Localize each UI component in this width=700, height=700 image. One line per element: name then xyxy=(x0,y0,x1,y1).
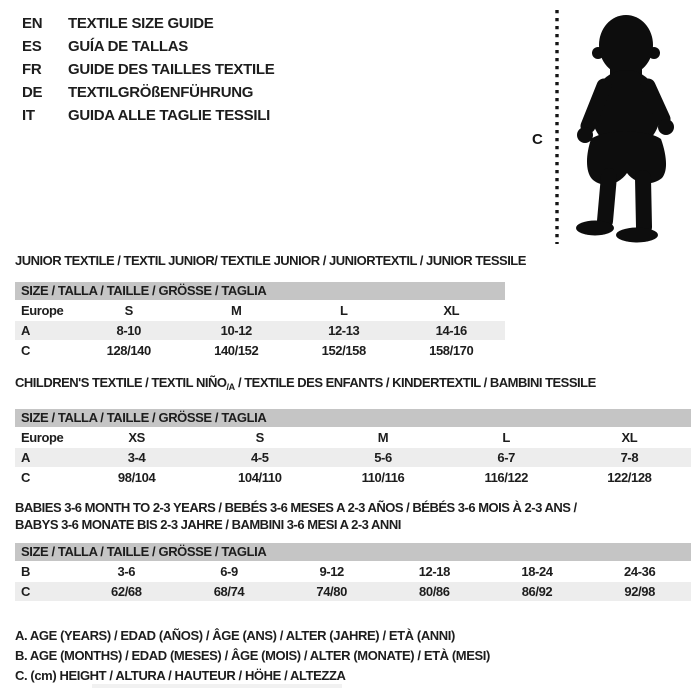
toddler-silhouette xyxy=(576,15,674,243)
table-title-segment: BABIES 3-6 MONTH TO 2-3 YEARS / BEBÉS 3-6 MESES A 2-3 AÑOS / BÉBÉS 3-6 MOIS À 2-3 ANS / xyxy=(15,500,577,515)
table-title xyxy=(15,374,691,396)
cropped-text-sliver xyxy=(92,684,342,688)
junior-textile-table xyxy=(15,252,526,360)
legend-line-a: A. AGE (YEARS) / EDAD (AÑOS) / ÂGE (ANS) / ALTER (JAHRE) / ETÀ (ANNI) xyxy=(15,628,455,643)
row-label: B xyxy=(21,564,30,579)
row-label: A xyxy=(21,323,30,338)
size-cell: L xyxy=(502,430,510,445)
measurement-legend xyxy=(15,626,490,686)
size-cell: 18-24 xyxy=(521,564,553,579)
size-cell: 7-8 xyxy=(620,450,639,465)
size-header-bar: SIZE / TALLA / TAILLE / GRÖSSE / TAGLIA xyxy=(15,409,691,427)
size-cell: XS xyxy=(128,430,145,445)
table-row-europe xyxy=(15,301,505,320)
language-title-list xyxy=(22,12,274,127)
size-cell: 4-5 xyxy=(250,450,269,465)
size-cell: 116/122 xyxy=(484,470,528,485)
language-code: DE xyxy=(22,84,43,101)
size-cell: 9-12 xyxy=(319,564,344,579)
size-cell: 6-9 xyxy=(220,564,238,579)
row-label: Europe xyxy=(21,303,64,318)
measure-label-c: C xyxy=(532,131,543,148)
size-cell: 92/98 xyxy=(624,584,655,599)
size-cell: 128/140 xyxy=(106,343,151,358)
size-cell: 12-18 xyxy=(418,564,450,579)
size-cell: 98/104 xyxy=(117,470,156,485)
table-title xyxy=(15,252,526,269)
table-title xyxy=(15,499,691,533)
size-cell: 74/80 xyxy=(316,584,347,599)
size-cell: 68/74 xyxy=(213,584,245,599)
table-row-europe xyxy=(15,428,691,447)
table-title-segment: JUNIOR TEXTILE / TEXTIL JUNIOR/ TEXTILE JUNIOR / JUNIORTEXTIL / JUNIOR TESSILE xyxy=(15,253,526,268)
table-title-segment: / TEXTILE DES ENFANTS / KINDERTEXTIL / BAMBINI TESSILE xyxy=(234,375,596,390)
size-cell: 158/170 xyxy=(429,343,474,358)
size-header-bar: SIZE / TALLA / TAILLE / GRÖSSE / TAGLIA xyxy=(15,282,505,300)
table-title-segment: /A xyxy=(226,382,235,392)
language-code: EN xyxy=(22,15,43,32)
size-cell: 62/68 xyxy=(111,584,142,599)
size-cell: S xyxy=(124,303,133,318)
size-cell: 6-7 xyxy=(497,450,515,465)
size-cell: 140/152 xyxy=(214,343,259,358)
row-label: C xyxy=(21,470,30,485)
language-title: GUIDE DES TAILLES TEXTILE xyxy=(68,61,275,78)
size-cell: L xyxy=(339,303,348,318)
size-cell: 8-10 xyxy=(116,323,141,338)
table-row-a xyxy=(15,321,505,340)
size-cell: 122/128 xyxy=(607,470,652,485)
table-title-line xyxy=(15,252,526,269)
size-cell: M xyxy=(231,303,242,318)
language-title: TEXTILE SIZE GUIDE xyxy=(68,15,214,32)
size-cell: 12-13 xyxy=(328,323,360,338)
size-cell: 110/116 xyxy=(361,470,405,485)
table-row-c xyxy=(15,468,691,487)
size-cell: 80/86 xyxy=(419,584,450,599)
table-title-segment: BABYS 3-6 MONATE BIS 2-3 JAHRE / BAMBINI 3-6 MESI A 2-3 ANNI xyxy=(15,517,401,532)
table-row-b xyxy=(15,562,691,581)
size-cell: 14-16 xyxy=(435,323,467,338)
language-row-fr xyxy=(22,58,274,81)
language-title: GUÍA DE TALLAS xyxy=(68,38,188,55)
size-cell: 86/92 xyxy=(521,584,553,599)
language-row-en xyxy=(22,12,274,35)
table-title-segment: CHILDREN'S TEXTILE / TEXTIL NIÑO xyxy=(15,375,227,390)
toddler-figure-svg xyxy=(524,6,694,246)
size-cell: 5-6 xyxy=(374,450,392,465)
row-label: A xyxy=(21,450,30,465)
language-title: GUIDA ALLE TAGLIE TESSILI xyxy=(68,107,270,124)
size-cell: 10-12 xyxy=(220,323,252,338)
row-label: C xyxy=(21,343,30,358)
row-label: Europe xyxy=(21,430,64,445)
row-label: C xyxy=(21,584,30,599)
legend-line-c: C. (cm) HEIGHT / ALTURA / HAUTEUR / HÖHE / ALTEZZA xyxy=(15,668,346,683)
table-row-c xyxy=(15,341,505,360)
language-code: IT xyxy=(22,107,35,124)
table-title-line xyxy=(15,516,691,533)
size-cell: M xyxy=(377,430,389,445)
size-cell: 3-4 xyxy=(127,450,146,465)
size-header-bar: SIZE / TALLA / TAILLE / GRÖSSE / TAGLIA xyxy=(15,543,691,561)
babies-textile-table xyxy=(15,499,691,601)
height-figure xyxy=(524,6,694,246)
table-title-line xyxy=(15,374,691,396)
size-cell: XL xyxy=(443,303,460,318)
size-cell: 152/158 xyxy=(321,343,366,358)
size-cell: 24-36 xyxy=(624,564,656,579)
size-cell: 3-6 xyxy=(117,564,136,579)
language-row-de xyxy=(22,81,274,104)
language-code: ES xyxy=(22,38,42,55)
table-row-a xyxy=(15,448,691,467)
size-cell: S xyxy=(255,430,264,445)
language-row-es xyxy=(22,35,274,58)
size-cell: XL xyxy=(621,430,638,445)
language-title: TEXTILGRÖßENFÜHRUNG xyxy=(68,84,254,101)
size-cell: 104/110 xyxy=(238,470,282,485)
table-title-line xyxy=(15,499,691,516)
language-row-it xyxy=(22,104,274,127)
table-row-c xyxy=(15,582,691,601)
language-code: FR xyxy=(22,61,42,78)
childrens-textile-table xyxy=(15,374,691,487)
legend-line-b: B. AGE (MONTHS) / EDAD (MESES) / ÂGE (MOIS) / ALTER (MONATE) / ETÀ (MESI) xyxy=(15,648,490,663)
